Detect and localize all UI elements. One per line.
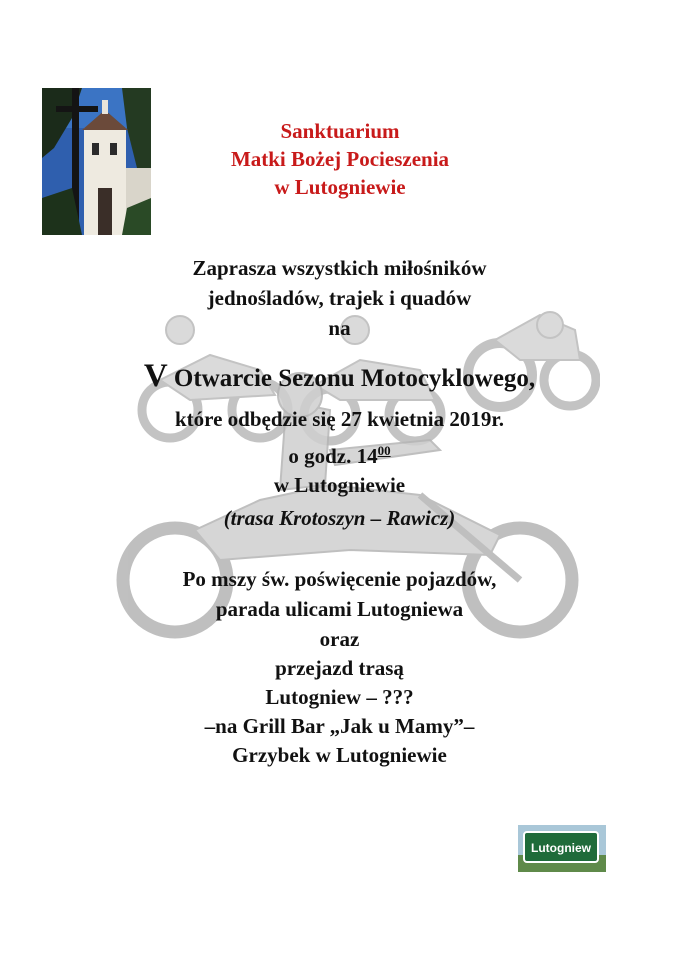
- program-line-1: Po mszy św. poświęcenie pojazdów,: [182, 567, 497, 591]
- town-sign-text: Lutogniew: [531, 841, 591, 855]
- event-route: (trasa Krotoszyn – Rawicz): [223, 506, 456, 530]
- church-photo: [42, 88, 151, 235]
- program-line-5: Lutogniew – ???: [265, 685, 414, 709]
- invite-line-1: Zaprasza wszystkich miłośników: [192, 256, 487, 280]
- program-line-3: oraz: [319, 627, 360, 651]
- program-line-4: przejazd trasą: [275, 656, 404, 680]
- town-sign-photo: [518, 825, 606, 872]
- invite-line-3: na: [328, 316, 351, 340]
- program-line-6: –na Grill Bar „Jak u Mamy”–: [204, 714, 475, 738]
- header-line-2: Matki Bożej Pocieszenia: [230, 147, 450, 171]
- event-place: w Lutogniewie: [273, 473, 406, 497]
- program-line-2: parada ulicami Lutogniewa: [215, 597, 464, 621]
- invite-line-2: jednośladów, trajek i quadów: [207, 286, 472, 310]
- event-title-text: Otwarcie Sezonu Motocyklowego,: [173, 365, 536, 392]
- program-line-7: Grzybek w Lutogniewie: [232, 743, 447, 767]
- sanctuary-header: [200, 117, 480, 201]
- header-line-1: Sanktuarium: [280, 119, 400, 143]
- event-time-prefix: o godz. 14: [288, 444, 378, 468]
- event-time: [0, 437, 679, 470]
- event-date: które odbędzie się 27 kwietnia 2019r.: [175, 407, 504, 431]
- event-roman-numeral: V: [143, 358, 168, 394]
- event-title: [0, 358, 679, 397]
- event-time-minutes: 00: [377, 443, 391, 458]
- header-line-3: w Lutogniewie: [274, 175, 406, 199]
